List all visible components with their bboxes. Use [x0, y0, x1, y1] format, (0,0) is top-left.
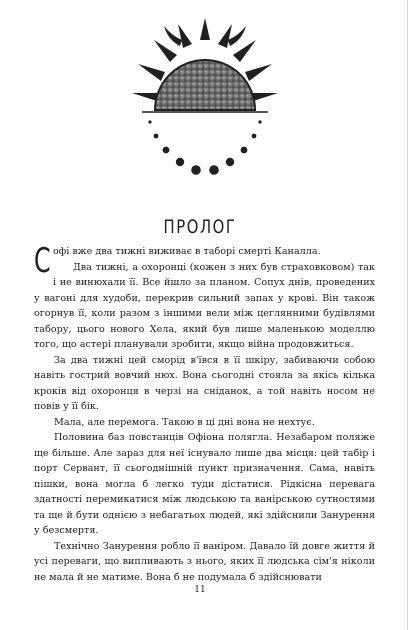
page-number: 11: [194, 585, 206, 595]
body-text: [34, 241, 375, 585]
sun-emblem-icon: [120, 10, 290, 185]
paragraph: За два тижні цей сморід в'ївся в її шкіру, забиваючи собою навіть гострий вовчий нюх. Вона сьогодні стояла за якісь кілька кроків від охоронця в черзі на сніданок, а той навіть носом не повів у її бік.: [34, 354, 375, 412]
chapter-title: ПРОЛОГ: [163, 215, 237, 238]
paragraph: Мала, але перемога. Такою в ці дні вона не нехтує.: [54, 416, 315, 428]
paragraph: Половина баз повстанців Офіона полягла. Незабаром поляже ще більше. Але зараз для неї існувало лише два місця: цей табір і порт Сервант, її сьогоднішній пункт призначення. Сама, навіть пішки, вона могла б легко туди дістатися. Рідкісна перевага здатності перемикатися між людською та ванірською сутностями та ще й бути однією з небагатьох людей, які здійснили Занурення у безсмертя.: [34, 432, 375, 536]
paragraph: Два тижні, а охоронці (кожен з них був страховковом) так і не винюхали її. Все йшло за планом. Сопух днів, проведених у вагоні для худоби, перекрив сильний запах у крові. Він також огорнув її, коли разом з іншими вели між цеглянними будівлями табору, цього нового Хела, який був лише маленькою моделлю того, що астері планували зробити, якщо війна продовжиться.: [34, 261, 375, 350]
paragraph: Технічно Занурення робло її ваніром. Давало їй довге життя й усі переваги, що випливають з нього, яких її людська сім'я ніколи не мала й не матиме. Вона б не подумала б здійснювати: [34, 540, 375, 583]
paragraph-text: офі вже два тижні виживає в таборі смерті Каналла.: [53, 246, 321, 257]
drop-cap: С: [34, 241, 51, 281]
paragraph: [34, 241, 375, 281]
